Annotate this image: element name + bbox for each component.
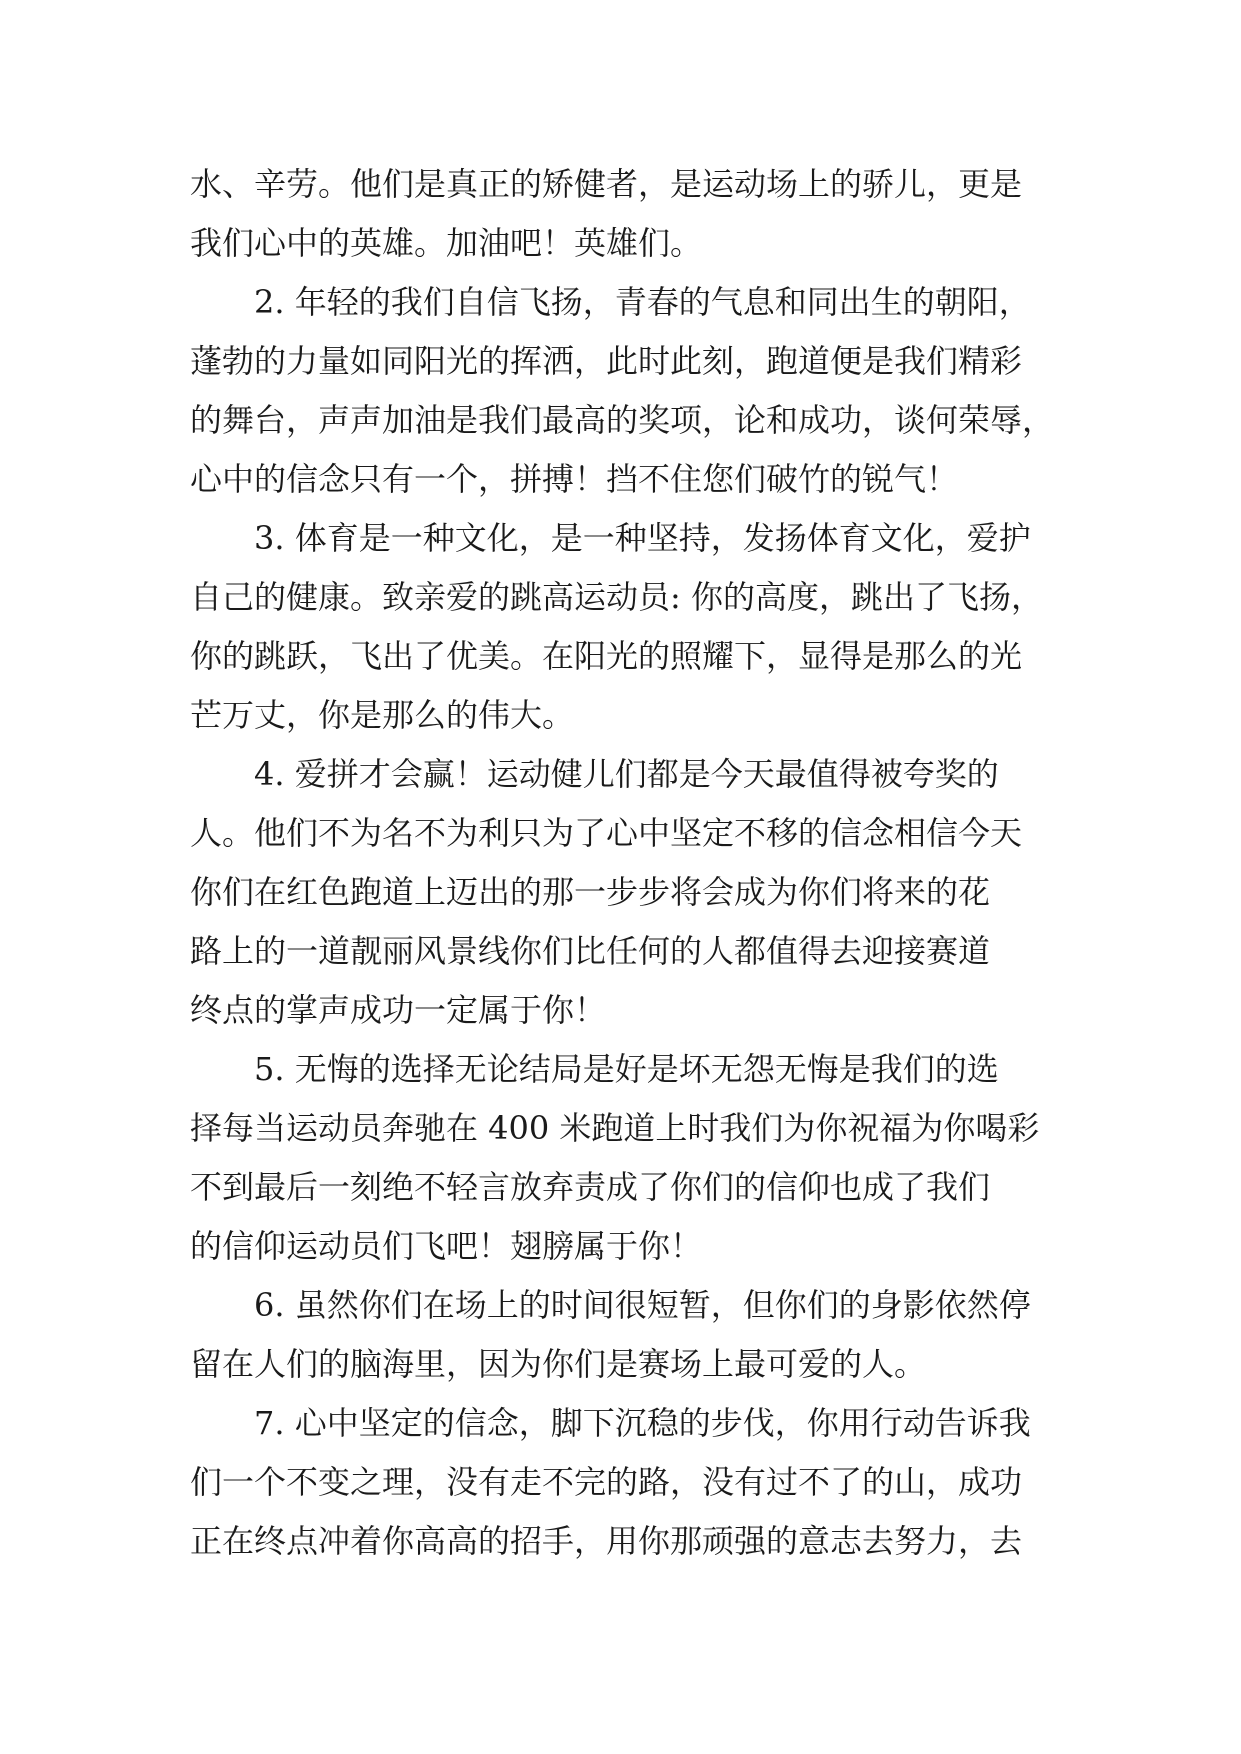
text-line: 们一个不变之理，没有走不完的路，没有过不了的山，成功 bbox=[190, 1463, 1023, 1501]
text-line: 自己的健康。致亲爱的跳高运动员: 你的高度，跳出了飞扬， bbox=[190, 578, 1043, 616]
text-line: 水、辛劳。他们是真正的矫健者，是运动场上的骄儿，更是 bbox=[190, 165, 1023, 203]
text-line: 2. 年轻的我们自信飞扬，青春的气息和同出生的朝阳， bbox=[254, 283, 1031, 321]
text-line: 人。他们不为名不为利只为了心中坚定不移的信念相信今天 bbox=[190, 814, 1023, 852]
text-line: 留在人们的脑海里，因为你们是赛场上最可爱的人。 bbox=[190, 1345, 927, 1383]
text-line: 芒万丈，你是那么的伟大。 bbox=[190, 696, 575, 734]
text-line: 4. 爱拼才会赢！运动健儿们都是今天最值得被夸奖的 bbox=[254, 755, 999, 793]
text-line: 3. 体育是一种文化，是一种坚持，发扬体育文化，爱护 bbox=[254, 519, 1031, 557]
text-line: 的信仰运动员们飞吧！翅膀属于你！ bbox=[190, 1227, 703, 1265]
text-line: 正在终点冲着你高高的招手，用你那顽强的意志去努力，去 bbox=[190, 1522, 1023, 1560]
text-line: 不到最后一刻绝不轻言放弃责成了你们的信仰也成了我们 bbox=[190, 1168, 991, 1206]
text-line: 终点的掌声成功一定属于你！ bbox=[190, 991, 607, 1029]
text-line: 你的跳跃，飞出了优美。在阳光的照耀下，显得是那么的光 bbox=[190, 637, 1023, 675]
text-line: 蓬勃的力量如同阳光的挥洒，此时此刻，跑道便是我们精彩 bbox=[190, 342, 1023, 380]
text-line: 的舞台，声声加油是我们最高的奖项，论和成功，谈何荣辱， bbox=[190, 401, 1055, 439]
text-line: 你们在红色跑道上迈出的那一步步将会成为你们将来的花 bbox=[190, 873, 991, 911]
text-line: 5. 无悔的选择无论结局是好是坏无怨无悔是我们的选 bbox=[254, 1050, 999, 1088]
text-line: 我们心中的英雄。加油吧！英雄们。 bbox=[190, 224, 703, 262]
text-line: 心中的信念只有一个，拼搏！挡不住您们破竹的锐气！ bbox=[190, 460, 959, 498]
text-line: 择每当运动员奔驰在 400 米跑道上时我们为你祝福为你喝彩 bbox=[190, 1109, 1040, 1147]
text-line: 6. 虽然你们在场上的时间很短暂，但你们的身影依然停 bbox=[254, 1286, 1031, 1324]
text-line: 路上的一道靓丽风景线你们比任何的人都值得去迎接赛道 bbox=[190, 932, 991, 970]
text-line: 7. 心中坚定的信念，脚下沉稳的步伐，你用行动告诉我 bbox=[254, 1404, 1031, 1442]
